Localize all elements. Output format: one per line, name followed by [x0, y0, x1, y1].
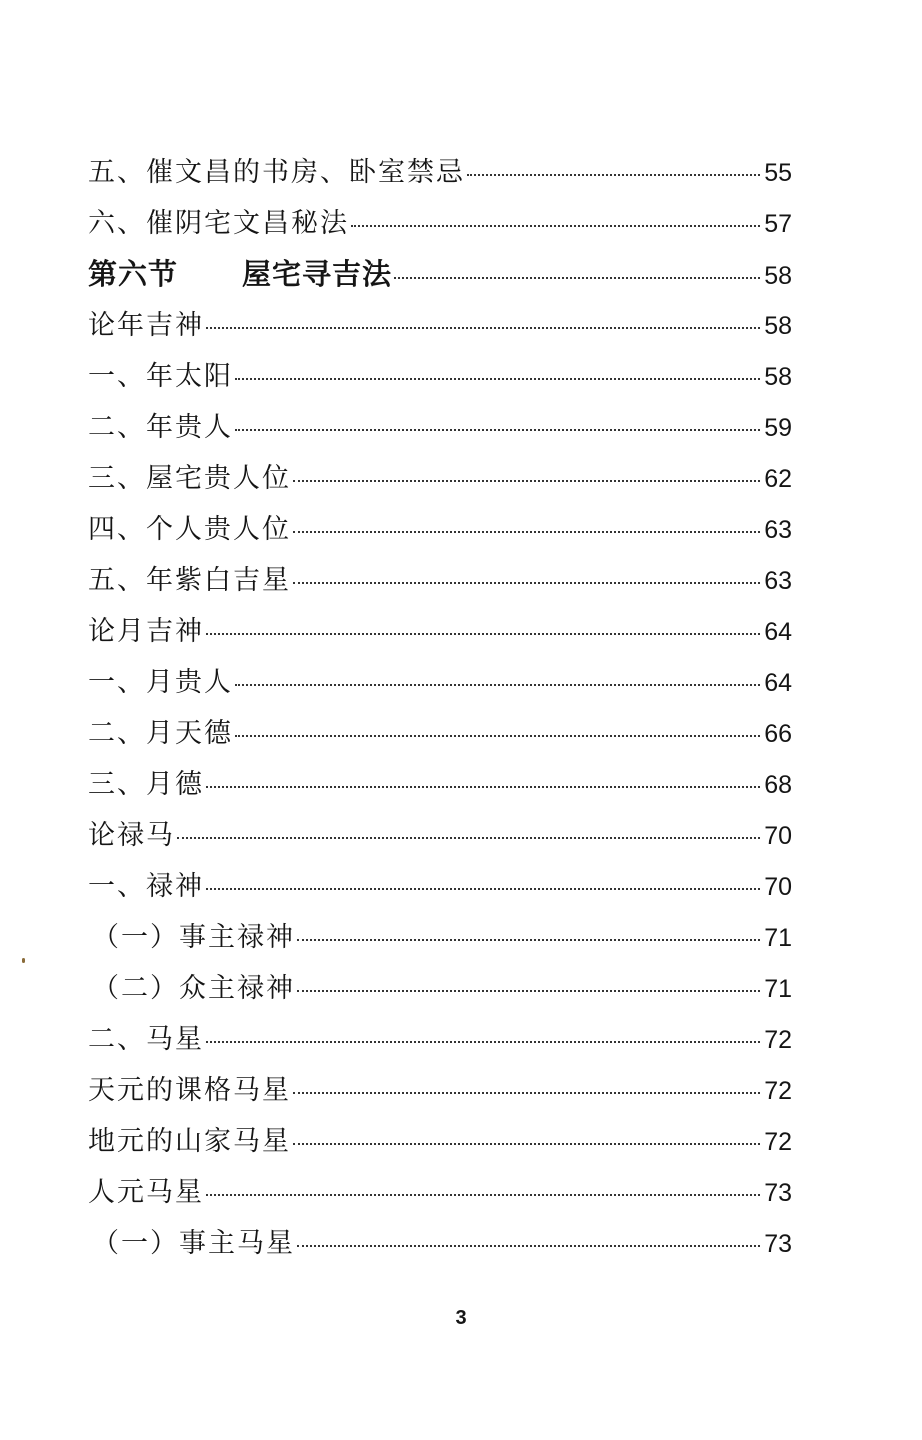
dot-leader: [206, 633, 760, 635]
toc-entry-title: 二、马星: [88, 1024, 204, 1055]
dot-leader: [297, 990, 760, 992]
toc-entry: [88, 303, 792, 354]
dot-leader: [293, 480, 760, 482]
toc-entry-title: （一）事主禄神: [92, 922, 295, 953]
toc-entry-page: 64: [764, 618, 792, 646]
toc-entry-title: 三、月德: [88, 769, 204, 800]
dot-leader: [394, 277, 760, 279]
dot-leader: [235, 735, 760, 737]
toc-entry: [88, 1017, 792, 1068]
toc-entry-title: 论禄马: [88, 820, 175, 851]
toc-section-heading: [88, 252, 792, 303]
toc-entry-title: 二、年贵人: [88, 412, 233, 443]
toc-entry-page: 72: [764, 1128, 792, 1156]
toc-section-title: [88, 252, 392, 293]
toc-entry: [88, 1119, 792, 1170]
toc-entry-title: 地元的山家马星: [88, 1126, 291, 1157]
dot-leader: [206, 1194, 760, 1196]
table-of-contents: [88, 150, 792, 1272]
dot-leader: [293, 1092, 760, 1094]
dot-leader: [297, 939, 760, 941]
dot-leader: [351, 225, 760, 227]
toc-entry-page: 58: [764, 262, 792, 290]
toc-entry-page: 66: [764, 720, 792, 748]
section-number: 第六节: [88, 257, 179, 291]
toc-entry-title: 五、催文昌的书房、卧室禁忌: [88, 157, 465, 188]
page-number: 3: [455, 1307, 467, 1329]
dot-leader: [297, 1245, 760, 1247]
toc-entry-page: 71: [764, 975, 792, 1003]
toc-entry-page: 73: [764, 1179, 792, 1207]
toc-entry-page: 72: [764, 1077, 792, 1105]
toc-entry-title: （一）事主马星: [92, 1228, 295, 1259]
toc-entry: [88, 507, 792, 558]
toc-entry: [88, 660, 792, 711]
scan-speck: [22, 958, 25, 963]
toc-entry-title: 论月吉神: [88, 616, 204, 647]
toc-entry: [88, 1170, 792, 1221]
toc-entry-title: 论年吉神: [88, 310, 204, 341]
toc-entry-title: 六、催阴宅文昌秘法: [88, 208, 349, 239]
toc-entry-title: 二、月天德: [88, 718, 233, 749]
toc-entry: [88, 762, 792, 813]
dot-leader: [177, 837, 760, 839]
toc-entry-page: 71: [764, 924, 792, 952]
dot-leader: [293, 582, 760, 584]
toc-entry-page: 64: [764, 669, 792, 697]
toc-entry: [88, 1221, 792, 1272]
toc-entry-title: 人元马星: [88, 1177, 204, 1208]
toc-entry-title: 五、年紫白吉星: [88, 565, 291, 596]
toc-entry-page: 58: [764, 312, 792, 340]
toc-entry: [88, 966, 792, 1017]
toc-entry-page: 70: [764, 873, 792, 901]
toc-entry-page: 62: [764, 465, 792, 493]
toc-entry: [88, 864, 792, 915]
toc-entry-title: 一、月贵人: [88, 667, 233, 698]
dot-leader: [206, 1041, 760, 1043]
toc-entry-page: 63: [764, 516, 792, 544]
toc-entry: [88, 609, 792, 660]
toc-entry: [88, 405, 792, 456]
toc-entry-title: （二）众主禄神: [92, 973, 295, 1004]
dot-leader: [293, 531, 760, 533]
dot-leader: [293, 1143, 760, 1145]
dot-leader: [467, 174, 760, 176]
toc-entry-title: 四、个人贵人位: [88, 514, 291, 545]
toc-entry-title: 三、屋宅贵人位: [88, 463, 291, 494]
toc-entry-title: 一、禄神: [88, 871, 204, 902]
toc-entry-page: 55: [764, 159, 792, 187]
toc-entry: [88, 150, 792, 201]
toc-entry-page: 72: [764, 1026, 792, 1054]
toc-entry-page: 59: [764, 414, 792, 442]
toc-entry-title: 一、年太阳: [88, 361, 233, 392]
toc-entry: [88, 354, 792, 405]
toc-entry-page: 70: [764, 822, 792, 850]
toc-entry: [88, 558, 792, 609]
dot-leader: [206, 327, 760, 329]
toc-entry-title: 天元的课格马星: [88, 1075, 291, 1106]
toc-entry: [88, 813, 792, 864]
toc-entry-page: 57: [764, 210, 792, 238]
toc-entry: [88, 1068, 792, 1119]
section-name: 屋宅寻吉法: [242, 257, 393, 291]
toc-entry-page: 58: [764, 363, 792, 391]
toc-entry: [88, 456, 792, 507]
toc-entry-page: 63: [764, 567, 792, 595]
dot-leader: [206, 888, 760, 890]
dot-leader: [235, 429, 760, 431]
toc-entry: [88, 711, 792, 762]
dot-leader: [235, 684, 760, 686]
toc-entry: [88, 915, 792, 966]
toc-entry-page: 73: [764, 1230, 792, 1258]
toc-entry-page: 68: [764, 771, 792, 799]
dot-leader: [235, 378, 760, 380]
dot-leader: [206, 786, 760, 788]
toc-entry: [88, 201, 792, 252]
